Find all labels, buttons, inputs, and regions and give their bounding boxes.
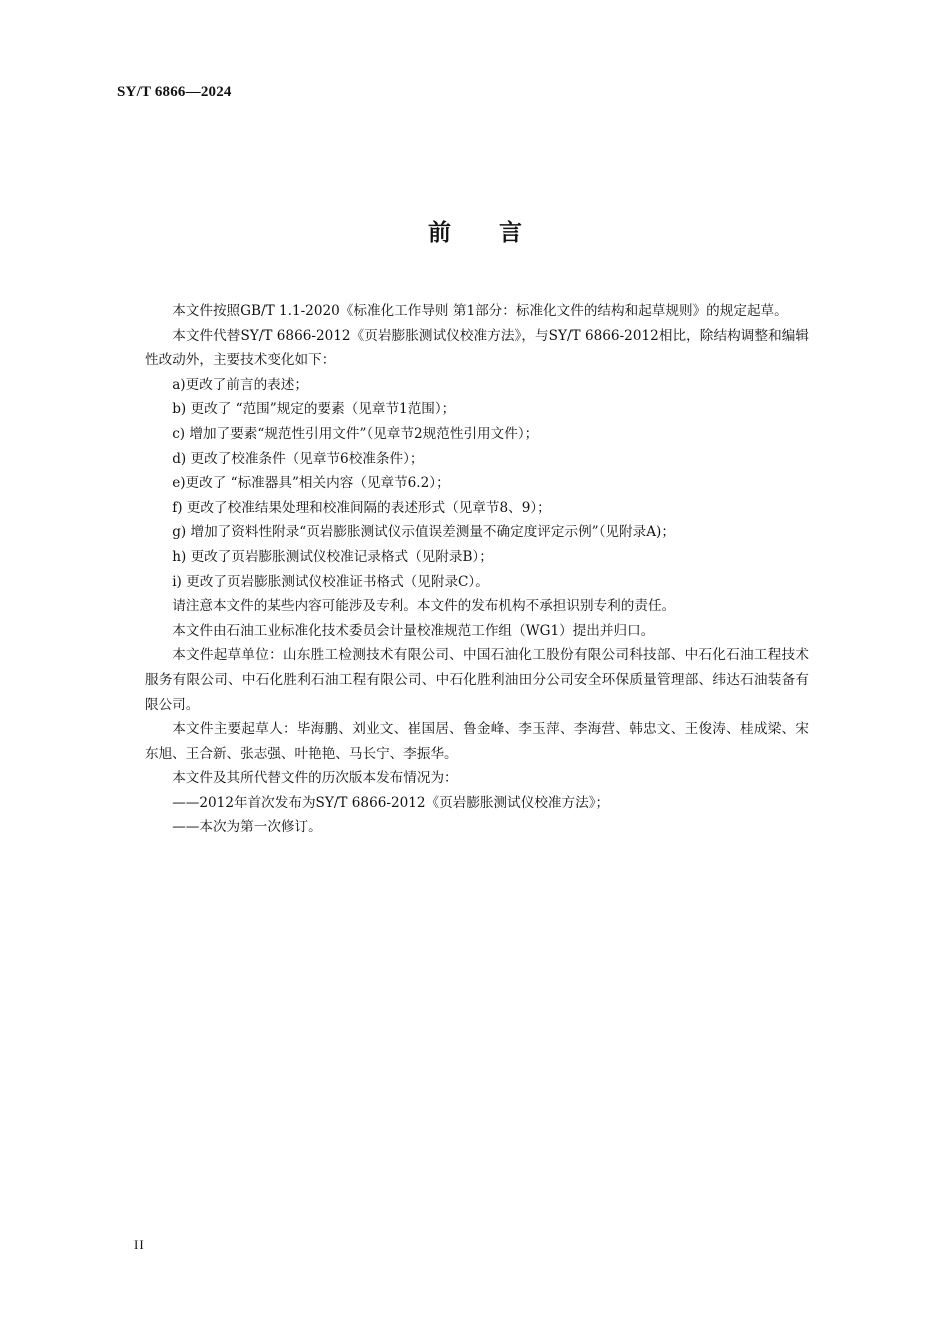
list-item: a)更改了前言的表述； bbox=[172, 376, 308, 393]
paragraph: 本文件代替SY/T 6866-2012《页岩膨胀测试仪校准方法》，与SY/T 6866-2012相比，除结构调整和编辑性改动外，主要技术变化如下： bbox=[145, 327, 809, 369]
history-item: ——本次为第一次修订。 bbox=[172, 819, 322, 836]
paragraph: 本文件及其所代替文件的历次版本发布情况为： bbox=[172, 770, 458, 787]
list-item: h) 更改了页岩膨胀测试仪校准记录格式（见附录B）； bbox=[172, 548, 493, 565]
list-item: d) 更改了校准条件（见章节6校准条件）； bbox=[172, 450, 424, 467]
paragraph: 本文件由石油工业标准化技术委员会计量校准规范工作组（WG1）提出并归口。 bbox=[172, 622, 655, 639]
paragraph: 本文件起草单位：山东胜工检测技术有限公司、中国石油化工股份有限公司科技部、中石化石油工程技术服务有限公司、中石化胜利石油工程有限公司、中石化胜利油田分公司安全环保质量管理部、纬达石油装备有限公司。 bbox=[145, 647, 809, 713]
page-number: II bbox=[134, 1237, 145, 1252]
foreword-body bbox=[145, 299, 809, 840]
document-code: SY/T 6866—2024 bbox=[117, 84, 232, 100]
section-title: 前言 bbox=[428, 220, 570, 246]
paragraph: 本文件按照GB/T 1.1-2020《标准化工作导则 第1部分：标准化文件的结构和起草规则》的规定起草。 bbox=[172, 303, 788, 319]
list-item: b) 更改了 “范围”规定的要素（见章节1范围）； bbox=[172, 401, 456, 418]
history-item: ——2012年首次发布为SY/T 6866-2012《页岩膨胀测试仪校准方法》； bbox=[172, 794, 610, 811]
list-item: i) 更改了页岩膨胀测试仪校准证书格式（见附录C）。 bbox=[172, 573, 489, 590]
list-item: e)更改了 “标准器具”相关内容（见章节6.2）； bbox=[172, 475, 450, 492]
list-item: f) 更改了校准结果处理和校准间隔的表述形式（见章节8、9）； bbox=[172, 499, 551, 516]
list-item: g) 增加了资料性附录“页岩膨胀测试仪示值误差测量不确定度评定示例”（见附录A)； bbox=[172, 524, 675, 541]
list-item: c) 增加了要素“规范性引用文件”（见章节2规范性引用文件）； bbox=[172, 425, 539, 442]
paragraph: 请注意本文件的某些内容可能涉及专利。本文件的发布机构不承担识别专利的责任。 bbox=[172, 598, 676, 615]
paragraph: 本文件主要起草人：毕海鹏、刘业文、崔国居、鲁金峰、李玉萍、李海营、韩忠文、王俊涛、桂成梁、宋东旭、王合新、张志强、叶艳艳、马长宁、李振华。 bbox=[145, 721, 809, 762]
